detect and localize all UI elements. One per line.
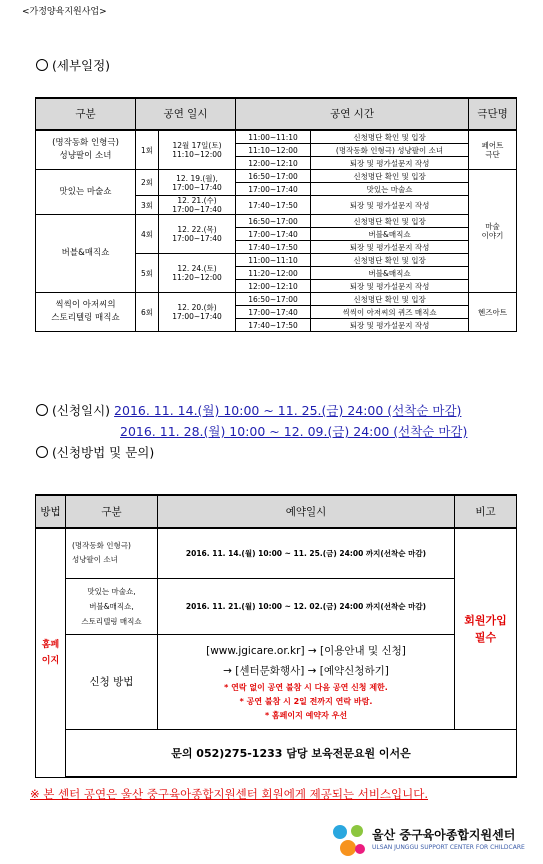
activity-cell: 퇴장 및 평가설문지 작성	[311, 157, 469, 170]
activity-cell: 신청명단 확인 및 입장	[311, 293, 469, 306]
apply-date: 2016. 11. 21.(월) 10:00 ~ 12. 02.(금) 24:00 까지(선착순 마감)	[158, 578, 455, 634]
show-name: 버블&매직쇼	[36, 215, 136, 293]
schedule-table	[35, 97, 517, 332]
time-cell: 11:00~11:10	[236, 254, 311, 267]
activity-cell: 신청명단 확인 및 입장	[311, 170, 469, 183]
header-reserve-date: 예약일시	[158, 495, 455, 528]
time-cell: 12:00~12:10	[236, 280, 311, 293]
time-cell: 17:40~17:50	[236, 196, 311, 215]
time-cell: 11:10~12:00	[236, 144, 311, 157]
session: 6회	[136, 293, 159, 332]
show-date: 12. 24.(토) 11:20~12:00	[159, 254, 236, 293]
time-cell: 16:50~17:00	[236, 293, 311, 306]
session: 4회	[136, 215, 159, 254]
center-logo-icon	[330, 822, 368, 858]
header-category: 구분	[66, 495, 158, 528]
session: 5회	[136, 254, 159, 293]
time-cell: 16:50~17:00	[236, 170, 311, 183]
header-troupe: 극단명	[469, 98, 517, 130]
time-cell: 17:40~17:50	[236, 319, 311, 332]
method-note: * 홈페이지 예약자 우선	[264, 710, 348, 720]
method-line1: [www.jgicare.or.kr] → [이용안내 및 신청]	[206, 644, 406, 657]
activity-cell: 버블&매직쇼	[311, 228, 469, 241]
center-subname: ULSAN JUNGGU SUPPORT CENTER FOR CHILDCARE	[372, 844, 525, 851]
activity-cell: 맛있는 마술쇼	[311, 183, 469, 196]
time-cell: 17:00~17:40	[236, 306, 311, 319]
apply-category: 맛있는 마술쇼, 버블&매직쇼, 스토리텔링 매직쇼	[66, 578, 158, 634]
apply-period-2: 2016. 11. 28.(월) 10:00 ~ 12. 09.(금) 24:00 (선착순 마감)	[120, 424, 468, 439]
contact-info: 문의 052)275-1233 담당 보육전문요원 이서은	[66, 729, 517, 777]
activity-cell: 퇴장 및 평가설문지 작성	[311, 196, 469, 215]
time-cell: 12:00~12:10	[236, 157, 311, 170]
activity-cell: (명작동화 인형극) 성냥팔이 소녀	[311, 144, 469, 157]
time-cell: 17:40~17:50	[236, 241, 311, 254]
circle-bullet-icon	[36, 404, 48, 416]
header-time: 공연 시간	[236, 98, 469, 130]
circle-bullet-icon	[36, 446, 48, 458]
activity-cell: 퇴장 및 평가설문지 작성	[311, 319, 469, 332]
show-date: 12월 17일(토) 11:10~12:00	[159, 130, 236, 170]
activity-cell: 버블&매직쇼	[311, 267, 469, 280]
apply-category: (명작동화 인형극) 성냥팔이 소녀	[66, 528, 158, 578]
activity-cell: 퇴장 및 평가설문지 작성	[311, 241, 469, 254]
time-cell: 11:00~11:10	[236, 130, 311, 144]
session: 3회	[136, 196, 159, 215]
section-schedule-title: (세부일정)	[36, 56, 110, 74]
center-name: 울산 중구육아종합지원센터	[372, 828, 516, 842]
show-name: 씩씩이 아저씨의 스토리텔링 매직쇼	[36, 293, 136, 332]
troupe: 마술 이야기	[469, 170, 517, 293]
activity-cell: 신청명단 확인 및 입장	[311, 130, 469, 144]
activity-cell: 씩씩이 아저씨의 퀴즈 매직쇼	[311, 306, 469, 319]
method-label: 신청 방법	[66, 634, 158, 729]
membership-required: 회원가입 필수	[455, 528, 517, 729]
activity-cell: 퇴장 및 평가설문지 작성	[311, 280, 469, 293]
header-note: 비고	[455, 495, 517, 528]
session: 2회	[136, 170, 159, 196]
troupe: 페어트 극단	[469, 130, 517, 170]
section-method-title: (신청방법 및 문의)	[36, 443, 154, 461]
show-date: 12. 20.(화) 17:00~17:40	[159, 293, 236, 332]
apply-period-1: 2016. 11. 14.(월) 10:00 ~ 11. 25.(금) 24:00 (선착순 마감)	[114, 403, 462, 418]
header-category: 구분	[36, 98, 136, 130]
show-name: 맛있는 마술쇼	[36, 170, 136, 215]
method-line2: → [센터문화행사] → [예약신청하기]	[223, 664, 389, 677]
schedule-header-row	[36, 98, 517, 130]
method-note: * 연락 없이 공연 불참 시 다음 공연 신청 제한.	[224, 682, 388, 692]
method-homepage: 홈페 이지	[36, 528, 66, 777]
show-date: 12. 22.(목) 17:00~17:40	[159, 215, 236, 254]
session: 1회	[136, 130, 159, 170]
time-cell: 17:00~17:40	[236, 183, 311, 196]
circle-bullet-icon	[36, 59, 48, 71]
apply-table	[35, 494, 517, 778]
troupe: 헨즈아트	[469, 293, 517, 332]
footnote: ※ 본 센터 공연은 울산 중구육아종합지원센터 회원에게 제공되는 서비스입니다.	[30, 787, 429, 801]
section-apply-date: (신청일시) 2016. 11. 14.(월) 10:00 ~ 11. 25.(금) 24:00 (선착순 마감)	[36, 401, 461, 419]
apply-header-row	[36, 495, 517, 528]
method-note: * 공연 불참 시 2일 전까지 연락 바람.	[239, 696, 373, 706]
time-cell: 17:00~17:40	[236, 228, 311, 241]
method-detail	[158, 634, 455, 729]
activity-cell: 신청명단 확인 및 입장	[311, 254, 469, 267]
header-note: <가정양육지원사업>	[22, 7, 107, 17]
show-date: 12. 21.(수) 17:00~17:40	[159, 196, 236, 215]
header-method: 방법	[36, 495, 66, 528]
show-date: 12. 19.(월), 17:00~17:40	[159, 170, 236, 196]
activity-cell: 신청명단 확인 및 입장	[311, 215, 469, 228]
apply-date: 2016. 11. 14.(월) 10:00 ~ 11. 25.(금) 24:00 까지(선착순 마감)	[158, 528, 455, 578]
show-name: (명작동화 인형극) 성냥팔이 소녀	[36, 130, 136, 170]
time-cell: 16:50~17:00	[236, 215, 311, 228]
time-cell: 11:20~12:00	[236, 267, 311, 280]
header-date: 공연 일시	[136, 98, 236, 130]
center-logo	[330, 822, 368, 862]
